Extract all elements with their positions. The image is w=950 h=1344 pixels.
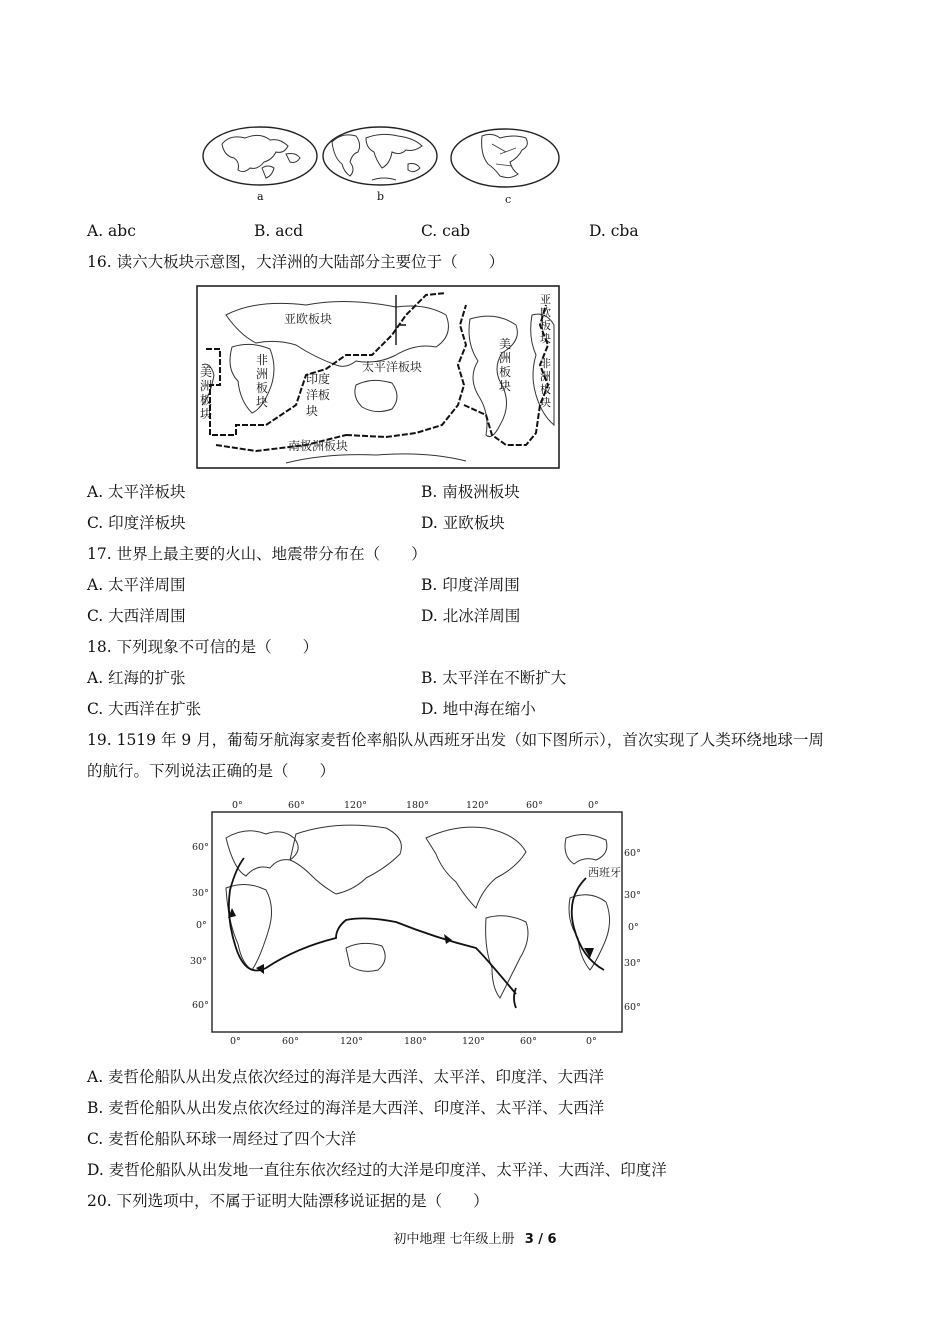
label-african-plate-right: 非洲板块 [540,357,551,409]
q15-option-d[interactable]: D. cba [589,222,639,240]
q19-option-d[interactable]: D. 麦哲伦船队从出发地一直往东依次经过的大洋是印度洋、太平洋、大西洋、印度洋 [87,1161,667,1179]
label-indian-plate: 印度洋板块 [306,372,331,418]
figure-label-a: a [257,190,264,203]
left-tick: 60° [192,842,209,853]
q18-option-c[interactable]: C. 大西洋在扩张 [87,700,202,718]
q15-option-a[interactable]: A. abc [87,222,136,240]
globe-c [451,129,559,187]
q17-option-c[interactable]: C. 大西洋周围 [87,607,186,625]
right-tick: 0° [628,922,639,933]
q19-stem-line2: 的航行。下列说法正确的是（ ） [87,762,336,780]
q19-magellan-map [186,798,646,1048]
continental-drift-globes [200,124,570,214]
right-tick: 30° [624,890,641,901]
q15-option-c[interactable]: C. cab [421,222,471,240]
label-antarctic-plate: 南极洲板块 [288,439,349,453]
world-route-map [186,798,646,1048]
label-spain: 西班牙 [588,866,621,879]
label-pacific-plate: 太平洋板块 [362,360,423,374]
bottom-tick: 60° [282,1036,299,1047]
q20-stem: 20. 下列选项中，不属于证明大陆漂移说证据的是（ ） [87,1192,489,1210]
q19-stem-line1: 19. 1519 年 9 月，葡萄牙航海家麦哲伦率船队从西班牙出发（如下图所示），首次实现了人类环绕地球一周 [87,731,824,749]
footer-subject: 初中地理 七年级上册 [393,1232,515,1247]
q17-stem: 17. 世界上最主要的火山、地震带分布在（ ） [87,545,427,563]
top-tick: 0° [588,800,599,811]
bottom-tick: 60° [520,1036,537,1047]
q18-stem: 18. 下列现象不可信的是（ ） [87,638,319,656]
left-tick: 0° [196,920,207,931]
left-tick: 30° [192,888,209,899]
q16-plate-map [196,285,560,469]
q16-stem: 16. 读六大板块示意图，大洋洲的大陆部分主要位于（ ） [87,253,505,271]
left-tick: 30° [190,956,207,967]
q19-option-c[interactable]: C. 麦哲伦船队环球一周经过了四个大洋 [87,1130,357,1148]
page-footer [0,1228,950,1247]
q18-option-b[interactable]: B. 太平洋在不断扩大 [421,669,567,687]
label-american-plate-left: 美洲板块 [200,365,213,421]
left-tick: 60° [192,1000,209,1011]
right-tick: 60° [624,1002,641,1013]
figure-label-b: b [377,190,385,203]
bottom-tick: 0° [230,1036,241,1047]
right-tick: 30° [624,958,641,969]
top-tick: 120° [466,800,489,811]
top-tick: 0° [232,800,243,811]
q16-option-d[interactable]: D. 亚欧板块 [421,514,505,532]
label-eurasian-plate: 亚欧板块 [284,312,333,326]
q15-option-b[interactable]: B. acd [254,222,304,240]
q16-option-b[interactable]: B. 南极洲板块 [421,483,520,501]
figure-label-c: c [505,193,512,206]
q15-figure [200,124,570,214]
globe-a [203,127,317,185]
q17-option-b[interactable]: B. 印度洋周围 [421,576,520,594]
footer-page-number: 3 / 6 [524,1232,557,1247]
q19-option-b[interactable]: B. 麦哲伦船队从出发点依次经过的海洋是大西洋、印度洋、太平洋、大西洋 [87,1099,605,1117]
q16-option-a[interactable]: A. 太平洋板块 [87,483,186,501]
label-american-plate: 美洲板块 [499,337,512,393]
q19-option-a[interactable]: A. 麦哲伦船队从出发点依次经过的海洋是大西洋、太平洋、印度洋、大西洋 [87,1068,605,1086]
bottom-tick: 120° [462,1036,485,1047]
q18-option-a[interactable]: A. 红海的扩张 [87,669,186,687]
bottom-tick: 0° [586,1036,597,1047]
top-tick: 180° [406,800,429,811]
bottom-tick: 120° [340,1036,363,1047]
bottom-tick: 180° [404,1036,427,1047]
q17-option-a[interactable]: A. 太平洋周围 [87,576,186,594]
q16-option-c[interactable]: C. 印度洋板块 [87,514,186,532]
label-african-plate: 非洲板块 [256,353,269,409]
top-tick: 60° [526,800,543,811]
q18-option-d[interactable]: D. 地中海在缩小 [421,700,536,718]
right-tick: 60° [624,848,641,859]
globe-b [323,127,437,185]
top-tick: 120° [344,800,367,811]
q17-option-d[interactable]: D. 北冰洋周围 [421,607,521,625]
top-tick: 60° [288,800,305,811]
label-eurasian-plate-right: 亚欧板块 [540,293,551,345]
